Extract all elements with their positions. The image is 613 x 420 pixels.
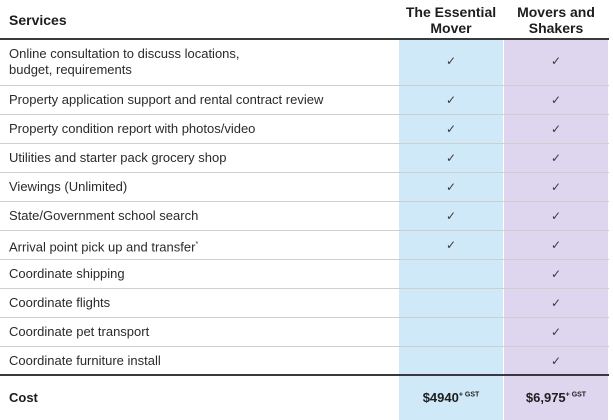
service-label	[9, 324, 149, 340]
movers-shakers-price	[504, 390, 608, 405]
essential-mover-header-line2: Mover	[430, 20, 472, 36]
table-header	[0, 0, 613, 40]
service-label	[9, 353, 161, 369]
table-row	[0, 86, 609, 115]
table-row	[0, 347, 609, 376]
movers-shakers-header	[504, 4, 608, 36]
essential-mover-price	[399, 390, 503, 405]
movers-shakers-check-icon: ✓	[550, 209, 562, 223]
service-label-text: State/Government school search	[9, 208, 199, 223]
essential-mover-price-value: $4940	[422, 390, 459, 405]
essential-mover-check-icon: ✓	[445, 180, 457, 194]
service-label	[9, 92, 323, 108]
cost-row	[0, 376, 609, 420]
essential-mover-check-icon: ✓	[445, 209, 457, 223]
movers-shakers-header-line1: Movers and	[517, 4, 595, 20]
service-label-line1: Online consultation to discuss locations,	[9, 46, 240, 61]
table-row	[0, 202, 609, 231]
cost-label: Cost	[9, 390, 38, 405]
table-row	[0, 289, 609, 318]
table-row	[0, 144, 609, 173]
essential-mover-gst: + GST	[458, 391, 480, 399]
service-rows	[0, 40, 609, 376]
movers-shakers-check-icon: ✓	[550, 151, 562, 165]
essential-mover-header-line1: The Essential	[405, 4, 497, 20]
movers-shakers-check-icon: ✓	[550, 238, 562, 252]
movers-shakers-check-icon: ✓	[550, 93, 562, 107]
movers-shakers-price-value: $6,975	[525, 390, 566, 405]
table-row	[0, 318, 609, 347]
movers-shakers-check-icon: ✓	[550, 354, 562, 368]
table-row	[0, 260, 609, 289]
service-label-text: Property application support and rental contract review	[9, 92, 324, 107]
service-label	[9, 295, 110, 311]
service-label	[9, 237, 198, 255]
movers-shakers-check-icon: ✓	[550, 180, 562, 194]
movers-shakers-check-icon: ✓	[550, 122, 562, 136]
movers-shakers-check-icon: ✓	[550, 325, 562, 339]
service-label-text: Coordinate pet transport	[9, 324, 150, 339]
service-label-text: Coordinate furniture install	[9, 353, 161, 368]
service-label	[9, 266, 125, 282]
essential-mover-check-icon: ✓	[445, 151, 457, 165]
movers-shakers-gst: + GST	[565, 391, 587, 399]
service-label-text: Coordinate shipping	[9, 266, 125, 281]
service-label-text: Property condition report with photos/video	[9, 121, 256, 136]
essential-mover-check-icon: ✓	[445, 122, 457, 136]
essential-mover-header	[399, 4, 503, 36]
movers-shakers-check-icon: ✓	[550, 54, 562, 68]
service-label	[9, 208, 198, 224]
footnote-marker: *	[195, 241, 199, 248]
essential-mover-check-icon: ✓	[445, 93, 457, 107]
service-label-line2: budget, requirements	[9, 62, 132, 77]
table-row	[0, 40, 609, 86]
essential-mover-check-icon: ✓	[445, 238, 457, 252]
service-label-text: Coordinate flights	[9, 295, 111, 310]
service-label-text: Viewings (Unlimited)	[9, 179, 128, 194]
movers-shakers-check-icon: ✓	[550, 267, 562, 281]
essential-mover-check-icon: ✓	[445, 54, 457, 68]
service-label	[9, 46, 240, 78]
movers-shakers-check-icon: ✓	[550, 296, 562, 310]
service-label-text: Utilities and starter pack grocery shop	[9, 150, 227, 165]
service-label	[9, 150, 226, 166]
service-label	[9, 121, 255, 137]
table-row	[0, 173, 609, 202]
services-header: Services	[9, 12, 67, 28]
service-label	[9, 179, 127, 195]
table-row	[0, 231, 609, 260]
table-row	[0, 115, 609, 144]
movers-shakers-header-line2: Shakers	[528, 20, 584, 36]
service-label-text: Arrival point pick up and transfer	[9, 239, 196, 255]
